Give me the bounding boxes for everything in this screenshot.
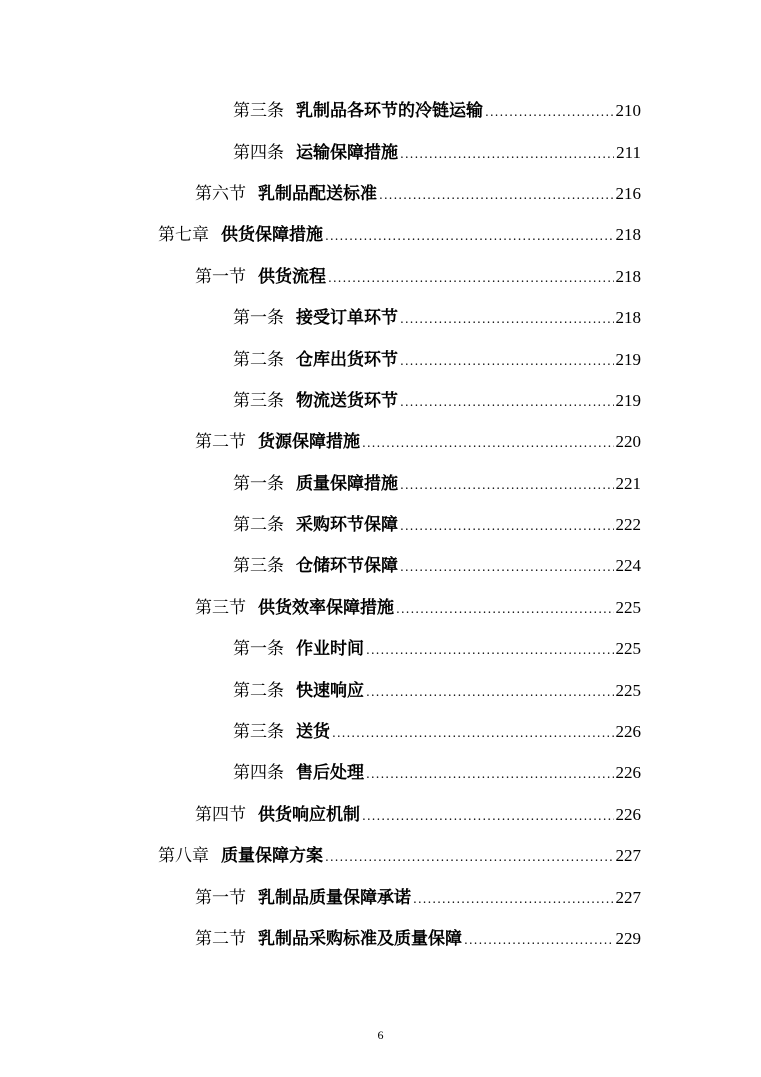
toc-dot-leader — [400, 396, 614, 408]
table-of-contents — [0, 88, 761, 957]
toc-dot-leader — [325, 230, 614, 242]
toc-entry-page[interactable]: 220 — [615, 432, 641, 452]
toc-entry-page[interactable]: 224 — [615, 556, 641, 576]
toc-dot-leader — [366, 686, 614, 698]
toc-entry[interactable] — [0, 626, 761, 667]
toc-entry-page[interactable]: 211 — [616, 142, 641, 162]
toc-entry[interactable] — [0, 667, 761, 708]
toc-entry-number: 第三条 — [233, 390, 284, 411]
toc-entry-number: 第八章 — [158, 846, 209, 867]
toc-dot-leader — [485, 106, 614, 118]
toc-entry-page[interactable]: 219 — [615, 349, 641, 369]
toc-entry-title[interactable]: 供货效率保障措施 — [258, 597, 394, 618]
toc-entry-page[interactable]: 227 — [615, 846, 641, 866]
toc-entry[interactable] — [0, 419, 761, 460]
toc-dot-leader — [396, 603, 614, 615]
toc-entry[interactable] — [0, 295, 761, 336]
toc-entry-line — [195, 924, 761, 949]
toc-entry-title[interactable]: 仓库出货环节 — [296, 349, 398, 370]
toc-entry-line — [233, 758, 761, 783]
toc-entry[interactable] — [0, 874, 761, 915]
toc-dot-leader — [400, 355, 614, 367]
toc-entry-line — [158, 220, 761, 245]
toc-entry-title[interactable]: 货源保障措施 — [258, 432, 360, 453]
toc-entry-number: 第四条 — [233, 763, 284, 784]
toc-entry-title[interactable]: 供货响应机制 — [258, 804, 360, 825]
toc-entry-number: 第二节 — [195, 432, 246, 453]
toc-entry[interactable] — [0, 543, 761, 584]
toc-entry-line — [233, 676, 761, 701]
toc-entry-number: 第二条 — [233, 515, 284, 536]
toc-entry-line — [233, 510, 761, 535]
toc-dot-leader — [400, 479, 614, 491]
toc-entry[interactable] — [0, 792, 761, 833]
toc-entry[interactable] — [0, 750, 761, 791]
toc-entry-line — [195, 800, 761, 825]
toc-entry-number: 第二条 — [233, 349, 284, 370]
toc-entry[interactable] — [0, 254, 761, 295]
toc-entry-page[interactable]: 226 — [615, 763, 641, 783]
toc-entry-number: 第四节 — [195, 804, 246, 825]
toc-entry-number: 第六节 — [195, 183, 246, 204]
toc-entry-line — [195, 593, 761, 618]
toc-entry[interactable] — [0, 709, 761, 750]
toc-entry-page[interactable]: 210 — [615, 101, 641, 121]
toc-entry-title[interactable]: 送货 — [296, 722, 330, 743]
toc-entry-page[interactable]: 227 — [615, 887, 641, 907]
toc-entry-page[interactable]: 218 — [615, 266, 641, 286]
toc-entry-title[interactable]: 仓储环节保障 — [296, 556, 398, 577]
toc-entry-title[interactable]: 乳制品质量保障承诺 — [258, 887, 411, 908]
toc-entry-number: 第一条 — [233, 639, 284, 660]
toc-entry-number: 第一条 — [233, 308, 284, 329]
toc-entry-number: 第三条 — [233, 722, 284, 743]
toc-dot-leader — [400, 520, 614, 532]
toc-entry-page[interactable]: 218 — [615, 308, 641, 328]
toc-entry-line — [233, 386, 761, 411]
toc-entry-line — [233, 345, 761, 370]
toc-dot-leader — [325, 851, 614, 863]
toc-entry-page[interactable]: 229 — [615, 929, 641, 948]
toc-dot-leader — [332, 727, 614, 739]
toc-entry-title[interactable]: 运输保障措施 — [296, 142, 398, 163]
toc-entry-title[interactable]: 质量保障措施 — [296, 473, 398, 494]
toc-entry-page[interactable]: 226 — [615, 722, 641, 742]
toc-entry-number: 第三条 — [233, 556, 284, 577]
toc-entry-number: 第四条 — [233, 142, 284, 163]
toc-entry-title[interactable]: 供货保障措施 — [221, 225, 323, 246]
toc-entry[interactable] — [0, 502, 761, 543]
toc-entry-title[interactable]: 接受订单环节 — [296, 308, 398, 329]
toc-entry-number: 第七章 — [158, 225, 209, 246]
toc-entry[interactable] — [0, 212, 761, 253]
toc-entry-title[interactable]: 供货流程 — [258, 266, 326, 287]
toc-entry-title[interactable]: 采购环节保障 — [296, 515, 398, 536]
toc-entry-number: 第三条 — [233, 101, 284, 122]
toc-dot-leader — [362, 810, 614, 822]
toc-dot-leader — [413, 893, 614, 905]
toc-dot-leader — [328, 272, 614, 284]
toc-entry-title[interactable]: 质量保障方案 — [221, 846, 323, 867]
toc-entry-page[interactable]: 226 — [615, 804, 641, 824]
toc-entry-title[interactable]: 作业时间 — [296, 639, 364, 660]
toc-entry[interactable] — [0, 336, 761, 377]
toc-entry-number: 第二条 — [233, 680, 284, 701]
toc-entry[interactable] — [0, 378, 761, 419]
toc-dot-leader — [400, 313, 614, 325]
toc-entry-number: 第一节 — [195, 266, 246, 287]
toc-entry[interactable] — [0, 171, 761, 212]
toc-dot-leader — [362, 437, 614, 449]
toc-entry-line — [233, 551, 761, 576]
toc-entry[interactable] — [0, 833, 761, 874]
toc-entry-page[interactable]: 225 — [615, 639, 641, 659]
toc-entry[interactable] — [0, 916, 761, 957]
toc-entry-line — [233, 634, 761, 659]
toc-entry-title[interactable]: 物流送货环节 — [296, 390, 398, 411]
toc-entry[interactable] — [0, 585, 761, 626]
toc-entry-line — [195, 179, 761, 204]
toc-entry-line — [195, 427, 761, 452]
toc-entry[interactable] — [0, 129, 761, 170]
toc-entry-page[interactable]: 221 — [615, 473, 641, 493]
toc-entry-number: 第二节 — [195, 929, 246, 949]
toc-dot-leader — [400, 148, 614, 160]
toc-entry-title[interactable]: 快速响应 — [296, 680, 364, 701]
toc-entry-page[interactable]: 222 — [615, 515, 641, 535]
toc-dot-leader — [400, 561, 614, 573]
toc-dot-leader — [464, 934, 614, 946]
toc-entry-line — [233, 96, 761, 121]
toc-entry[interactable] — [0, 461, 761, 502]
toc-entry-line — [195, 883, 761, 908]
toc-entry-line — [195, 262, 761, 287]
toc-dot-leader — [366, 644, 614, 656]
toc-entry-title[interactable]: 售后处理 — [296, 763, 364, 784]
toc-entry-title[interactable]: 乳制品各环节的冷链运输 — [296, 101, 483, 122]
toc-entry-number: 第一条 — [233, 473, 284, 494]
toc-entry-line — [158, 841, 761, 866]
toc-entry-line — [233, 717, 761, 742]
toc-entry-page[interactable]: 225 — [615, 597, 641, 617]
toc-entry[interactable] — [0, 88, 761, 129]
toc-entry-page[interactable]: 218 — [615, 225, 641, 245]
toc-entry-line — [233, 469, 761, 494]
toc-entry-line — [233, 138, 761, 163]
toc-entry-line — [233, 303, 761, 328]
toc-entry-title[interactable]: 乳制品配送标准 — [258, 183, 377, 204]
toc-entry-page[interactable]: 219 — [615, 390, 641, 410]
toc-entry-number: 第一节 — [195, 887, 246, 908]
page-number: 6 — [377, 1028, 384, 1042]
toc-dot-leader — [366, 768, 614, 780]
toc-entry-title[interactable]: 乳制品采购标准及质量保障 — [258, 929, 462, 949]
toc-entry-page[interactable]: 216 — [615, 183, 641, 203]
toc-dot-leader — [379, 189, 614, 201]
toc-entry-number: 第三节 — [195, 597, 246, 618]
toc-entry-page[interactable]: 225 — [615, 680, 641, 700]
